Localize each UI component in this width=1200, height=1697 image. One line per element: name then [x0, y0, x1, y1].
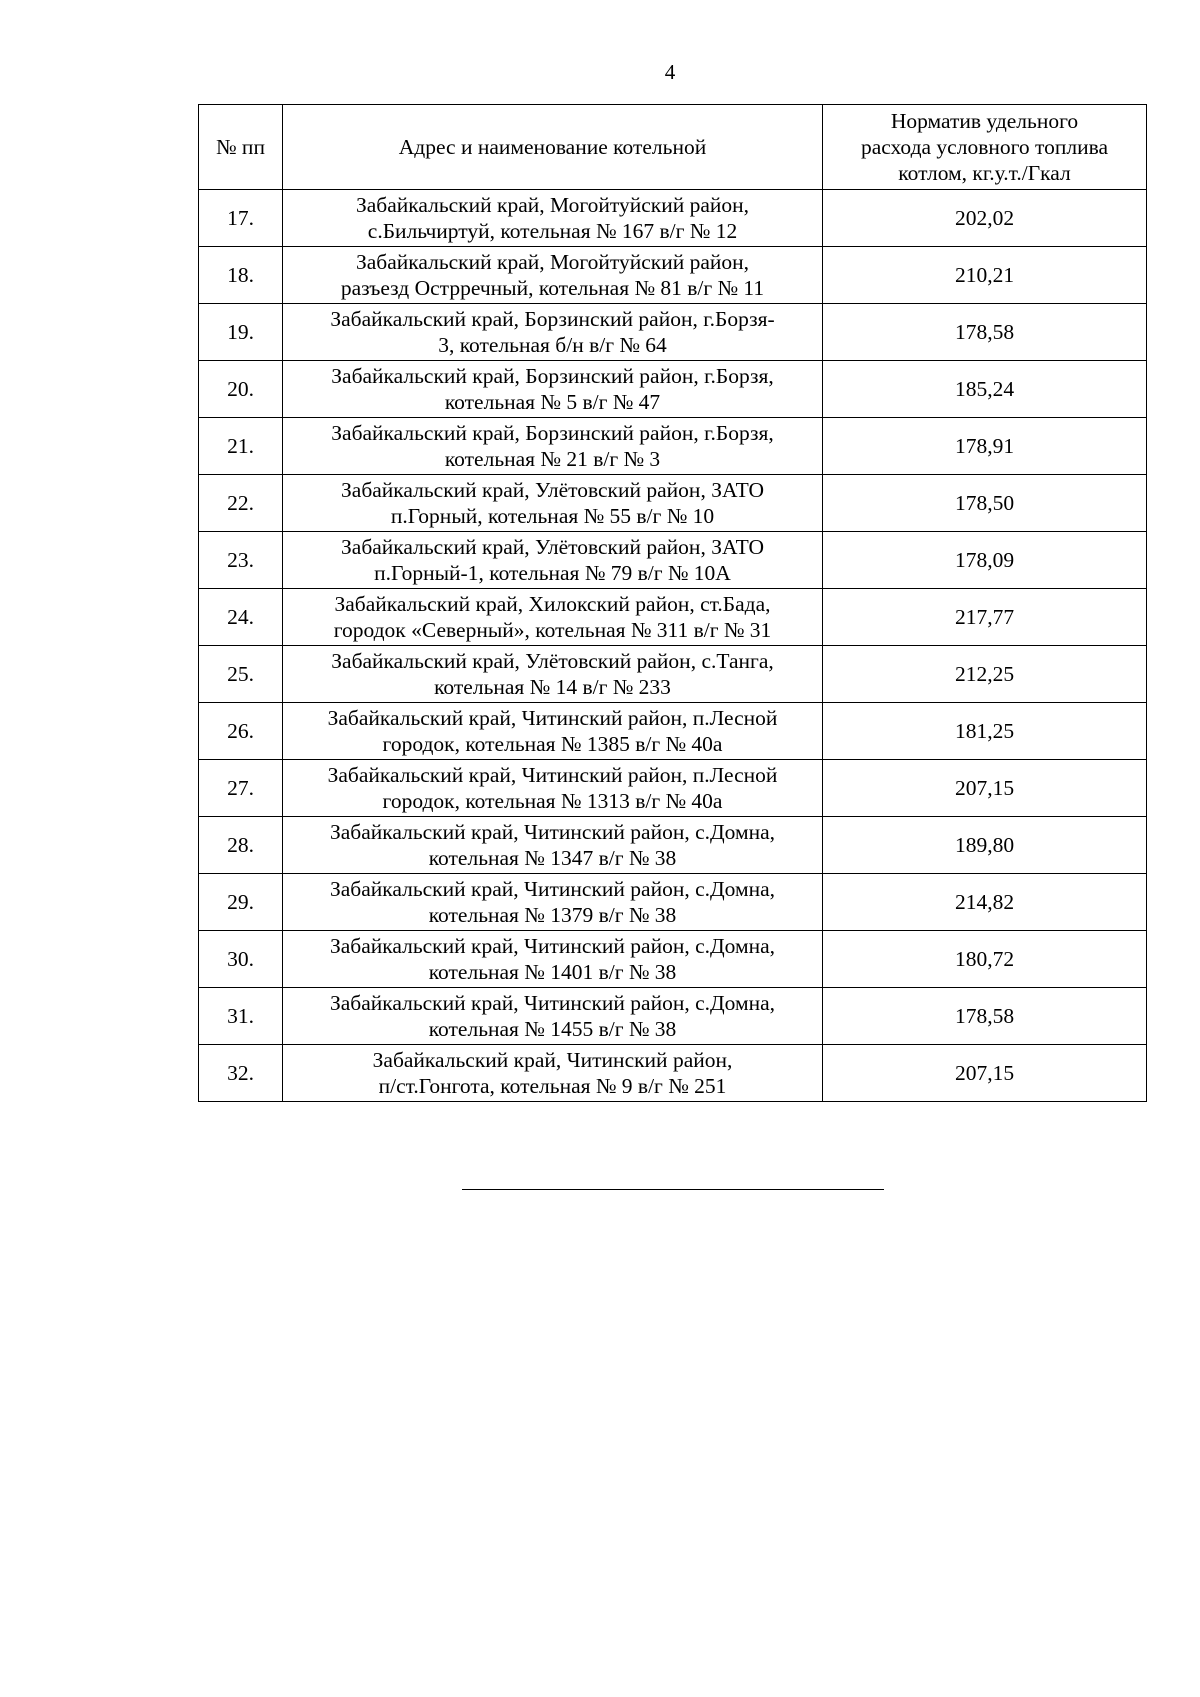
- row-address: [283, 817, 823, 874]
- table-row: [199, 817, 1147, 874]
- row-address: [283, 304, 823, 361]
- signature-rule: [462, 1189, 884, 1190]
- header-address: Адрес и наименование котельной: [283, 105, 823, 190]
- table-row: [199, 874, 1147, 931]
- header-number: № пп: [199, 105, 283, 190]
- row-norm-value: 210,21: [823, 247, 1147, 304]
- table-row: [199, 646, 1147, 703]
- table-row: [199, 589, 1147, 646]
- row-norm-value: 180,72: [823, 931, 1147, 988]
- row-number: 30.: [199, 931, 283, 988]
- address-line: котельная № 1455 в/г № 38: [428, 1017, 677, 1041]
- row-address: [283, 589, 823, 646]
- row-number: 29.: [199, 874, 283, 931]
- row-norm-value: 178,58: [823, 304, 1147, 361]
- header-norm-line: котлом, кг.у.т./Гкал: [898, 161, 1071, 185]
- address-line: 3, котельная б/н в/г № 64: [438, 333, 667, 357]
- row-number: 23.: [199, 532, 283, 589]
- header-norm: [823, 105, 1147, 190]
- address-line: Забайкальский край, Хилокский район, ст.Бада,: [334, 592, 771, 616]
- table-row: [199, 931, 1147, 988]
- address-line: городок «Северный», котельная № 311 в/г № 31: [333, 618, 772, 642]
- address-line: Забайкальский край, Улётовский район, ЗАТО: [341, 478, 764, 502]
- address-line: Забайкальский край, Читинский район, п.Лесной: [327, 763, 778, 787]
- row-norm-value: 178,91: [823, 418, 1147, 475]
- address-line: городок, котельная № 1385 в/г № 40а: [382, 732, 723, 756]
- address-line: котельная № 14 в/г № 233: [434, 675, 671, 699]
- address-line: п/ст.Гонгота, котельная № 9 в/г № 251: [378, 1074, 727, 1098]
- row-address: [283, 532, 823, 589]
- address-line: п.Горный-1, котельная № 79 в/г № 10А: [374, 561, 731, 585]
- row-address: [283, 475, 823, 532]
- row-address: [283, 988, 823, 1045]
- table-row: [199, 247, 1147, 304]
- address-line: Забайкальский край, Читинский район, с.Домна,: [329, 991, 776, 1015]
- row-address: [283, 247, 823, 304]
- row-number: 31.: [199, 988, 283, 1045]
- row-number: 26.: [199, 703, 283, 760]
- row-number: 32.: [199, 1045, 283, 1102]
- row-norm-value: 181,25: [823, 703, 1147, 760]
- page-number: 4: [664, 60, 676, 84]
- table-row: [199, 361, 1147, 418]
- address-line: п.Горный, котельная № 55 в/г № 10: [390, 504, 715, 528]
- table-row: [199, 475, 1147, 532]
- row-number: 21.: [199, 418, 283, 475]
- boiler-norms-table: [198, 104, 1147, 1102]
- row-norm-value: 189,80: [823, 817, 1147, 874]
- row-address: [283, 418, 823, 475]
- table-header-row: [199, 105, 1147, 190]
- row-address: [283, 703, 823, 760]
- header-norm-line: расхода условного топлива: [860, 135, 1109, 159]
- row-norm-value: 212,25: [823, 646, 1147, 703]
- row-norm-value: 217,77: [823, 589, 1147, 646]
- address-line: Забайкальский край, Могойтуйский район,: [355, 193, 750, 217]
- row-norm-value: 185,24: [823, 361, 1147, 418]
- row-number: 20.: [199, 361, 283, 418]
- row-norm-value: 178,09: [823, 532, 1147, 589]
- table-row: [199, 760, 1147, 817]
- address-line: Забайкальский край, Читинский район, с.Домна,: [329, 934, 776, 958]
- address-line: Забайкальский край, Борзинский район, г.Борзя-: [330, 307, 775, 331]
- row-address: [283, 1045, 823, 1102]
- row-norm-value: 178,58: [823, 988, 1147, 1045]
- row-norm-value: 202,02: [823, 190, 1147, 247]
- row-number: 25.: [199, 646, 283, 703]
- address-line: Забайкальский край, Борзинский район, г.Борзя,: [331, 364, 774, 388]
- address-line: Забайкальский край, Улётовский район, ЗАТО: [341, 535, 764, 559]
- table-row: [199, 304, 1147, 361]
- row-address: [283, 760, 823, 817]
- row-norm-value: 207,15: [823, 760, 1147, 817]
- row-norm-value: 207,15: [823, 1045, 1147, 1102]
- row-number: 19.: [199, 304, 283, 361]
- address-line: котельная № 1347 в/г № 38: [428, 846, 677, 870]
- row-address: [283, 190, 823, 247]
- table-row: [199, 190, 1147, 247]
- table-body: [199, 190, 1147, 1102]
- address-line: Забайкальский край, Могойтуйский район,: [355, 250, 750, 274]
- table-row: [199, 988, 1147, 1045]
- row-address: [283, 874, 823, 931]
- row-number: 28.: [199, 817, 283, 874]
- address-line: Забайкальский край, Читинский район, с.Домна,: [329, 877, 776, 901]
- address-line: котельная № 5 в/г № 47: [444, 390, 661, 414]
- row-norm-value: 178,50: [823, 475, 1147, 532]
- address-line: городок, котельная № 1313 в/г № 40а: [382, 789, 723, 813]
- row-number: 24.: [199, 589, 283, 646]
- address-line: Забайкальский край, Читинский район, п.Лесной: [327, 706, 778, 730]
- address-line: Забайкальский край, Борзинский район, г.Борзя,: [331, 421, 774, 445]
- row-address: [283, 646, 823, 703]
- address-line: котельная № 1379 в/г № 38: [428, 903, 677, 927]
- table-row: [199, 532, 1147, 589]
- row-number: 27.: [199, 760, 283, 817]
- header-norm-line: Норматив удельного: [890, 109, 1079, 133]
- row-number: 18.: [199, 247, 283, 304]
- address-line: с.Бильчиртуй, котельная № 167 в/г № 12: [367, 219, 738, 243]
- table-row: [199, 703, 1147, 760]
- table-row: [199, 418, 1147, 475]
- row-number: 22.: [199, 475, 283, 532]
- row-address: [283, 931, 823, 988]
- row-address: [283, 361, 823, 418]
- address-line: Забайкальский край, Читинский район,: [372, 1048, 733, 1072]
- table-row: [199, 1045, 1147, 1102]
- address-line: разъезд Острречный, котельная № 81 в/г № 11: [340, 276, 765, 300]
- address-line: котельная № 21 в/г № 3: [444, 447, 661, 471]
- address-line: котельная № 1401 в/г № 38: [428, 960, 677, 984]
- row-norm-value: 214,82: [823, 874, 1147, 931]
- address-line: Забайкальский край, Улётовский район, с.Танга,: [331, 649, 774, 673]
- row-number: 17.: [199, 190, 283, 247]
- address-line: Забайкальский край, Читинский район, с.Домна,: [329, 820, 776, 844]
